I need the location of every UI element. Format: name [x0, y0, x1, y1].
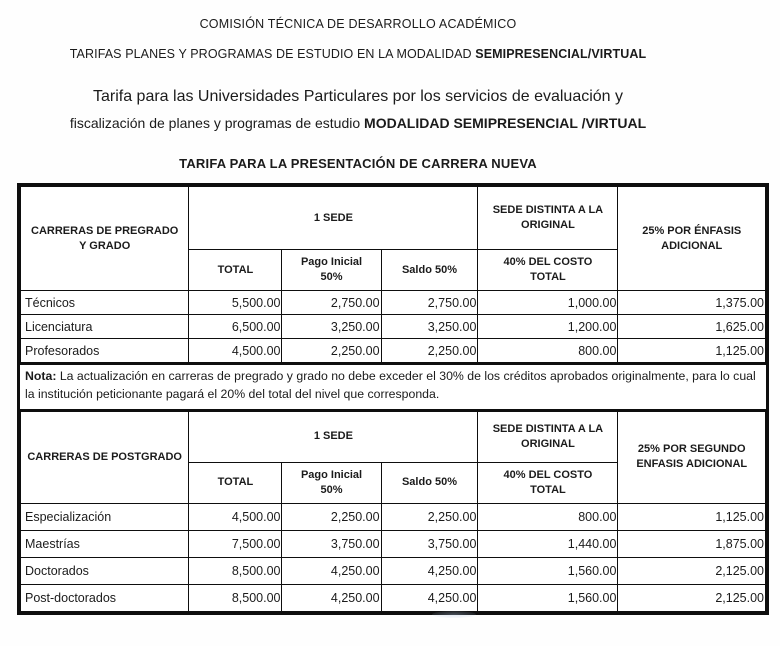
- col-header-costo: 40% DEL COSTO TOTAL: [478, 250, 618, 291]
- pregrado-table: [20, 186, 766, 363]
- note-text: La actualización en carreras de pregrado y grado no debe exceder el 30% de los créditos aprobados originalmente, para lo cual la institución peticionante pagará el 20% del total del nivel que corresponda.: [25, 369, 756, 401]
- cell-costo: 1,000.00: [478, 291, 618, 315]
- cell-saldo: 3,250.00: [381, 315, 478, 339]
- cell-costo: 1,560.00: [478, 557, 618, 584]
- cell-pago-inicial: 3,250.00: [282, 315, 381, 339]
- cell-total: 8,500.00: [189, 557, 282, 584]
- col-header-pago-inicial: Pago Inicial 50%: [282, 462, 381, 503]
- cell-total: 8,500.00: [189, 584, 282, 611]
- col-header-segundo-enfasis: 25% POR SEGUNDO ENFASIS ADICIONAL: [618, 411, 766, 503]
- table-row-tecnicos: [21, 291, 766, 315]
- intro-line-2: [0, 115, 716, 131]
- cell-pago-inicial: 3,750.00: [282, 530, 381, 557]
- cell-pago-inicial: 2,750.00: [282, 291, 381, 315]
- col-header-sede-distinta: SEDE DISTINTA A LA ORIGINAL: [478, 187, 618, 250]
- col-header-costo: 40% DEL COSTO TOTAL: [478, 462, 618, 503]
- table-row-licenciatura: [21, 315, 766, 339]
- cell-total: 4,500.00: [189, 339, 282, 363]
- intro-line-2-bold: MODALIDAD SEMIPRESENCIAL /VIRTUAL: [364, 115, 647, 131]
- cell-costo: 1,560.00: [478, 584, 618, 611]
- note-label: Nota:: [25, 369, 57, 383]
- intro-line-1: Tarifa para las Universidades Particulares por los servicios de evaluación y: [92, 88, 624, 105]
- cell-costo: 1,200.00: [478, 315, 618, 339]
- cell-saldo: 4,250.00: [381, 584, 478, 611]
- cell-costo: 800.00: [478, 339, 618, 363]
- pregrado-group-header: CARRERAS DE PREGRADO Y GRADO: [21, 187, 189, 291]
- col-header-saldo: Saldo 50%: [381, 462, 478, 503]
- cell-total: 5,500.00: [189, 291, 282, 315]
- cell-total: 6,500.00: [189, 315, 282, 339]
- commission-title: COMISIÓN TÉCNICA DE DESARROLLO ACADÉMICO: [199, 17, 517, 31]
- cell-costo: 800.00: [478, 503, 618, 530]
- cell-total: 7,500.00: [189, 530, 282, 557]
- col-header-1-sede: 1 SEDE: [189, 187, 478, 250]
- cell-enfasis: 1,875.00: [618, 530, 766, 557]
- col-header-1-sede: 1 SEDE: [189, 411, 478, 462]
- table-row-post-doctorados: [21, 584, 766, 611]
- row-label: Profesorados: [21, 339, 189, 363]
- cell-enfasis: 2,125.00: [618, 584, 766, 611]
- table-row-profesorados: [21, 339, 766, 363]
- postgrado-table: [20, 411, 766, 612]
- table-title: TARIFA PARA LA PRESENTACIÓN DE CARRERA NUEVA: [179, 156, 537, 171]
- subtitle-text: TARIFAS PLANES Y PROGRAMAS DE ESTUDIO EN LA MODALIDAD: [69, 47, 476, 61]
- row-label: Post-doctorados: [21, 584, 189, 611]
- cell-saldo: 4,250.00: [381, 557, 478, 584]
- note-row: [20, 363, 766, 411]
- cell-enfasis: 1,125.00: [618, 503, 766, 530]
- table-row-doctorados: [21, 557, 766, 584]
- row-label: Maestrías: [21, 530, 189, 557]
- cell-enfasis: 2,125.00: [618, 557, 766, 584]
- cell-enfasis: 1,125.00: [618, 339, 766, 363]
- subtitle-modality-bold: SEMIPRESENCIAL/VIRTUAL: [475, 47, 647, 61]
- col-header-saldo: Saldo 50%: [381, 250, 478, 291]
- row-label: Doctorados: [21, 557, 189, 584]
- cell-saldo: 2,250.00: [381, 503, 478, 530]
- cell-costo: 1,440.00: [478, 530, 618, 557]
- scan-artifact: [432, 611, 476, 618]
- cell-saldo: 2,750.00: [381, 291, 478, 315]
- col-header-total: TOTAL: [189, 250, 282, 291]
- cell-enfasis: 1,375.00: [618, 291, 766, 315]
- cell-saldo: 3,750.00: [381, 530, 478, 557]
- table-row-maestrias: [21, 530, 766, 557]
- cell-pago-inicial: 4,250.00: [282, 584, 381, 611]
- row-label: Licenciatura: [21, 315, 189, 339]
- row-label: Especialización: [21, 503, 189, 530]
- postgrado-group-header: CARRERAS DE POSTGRADO: [21, 411, 189, 503]
- col-header-pago-inicial: Pago Inicial 50%: [282, 250, 381, 291]
- cell-pago-inicial: 2,250.00: [282, 503, 381, 530]
- intro-line-2-text: fiscalización de planes y programas de estudio: [69, 115, 365, 131]
- cell-enfasis: 1,625.00: [618, 315, 766, 339]
- col-header-sede-distinta: SEDE DISTINTA A LA ORIGINAL: [478, 411, 618, 462]
- document-headings: [0, 0, 716, 171]
- col-header-total: TOTAL: [189, 462, 282, 503]
- cell-pago-inicial: 4,250.00: [282, 557, 381, 584]
- row-label: Técnicos: [21, 291, 189, 315]
- cell-total: 4,500.00: [189, 503, 282, 530]
- table-row-especializacion: [21, 503, 766, 530]
- document-subtitle: [0, 47, 716, 61]
- cell-saldo: 2,250.00: [381, 339, 478, 363]
- cell-pago-inicial: 2,250.00: [282, 339, 381, 363]
- tariff-table-box: [17, 183, 769, 615]
- col-header-enfasis: 25% POR ÉNFASIS ADICIONAL: [618, 187, 766, 291]
